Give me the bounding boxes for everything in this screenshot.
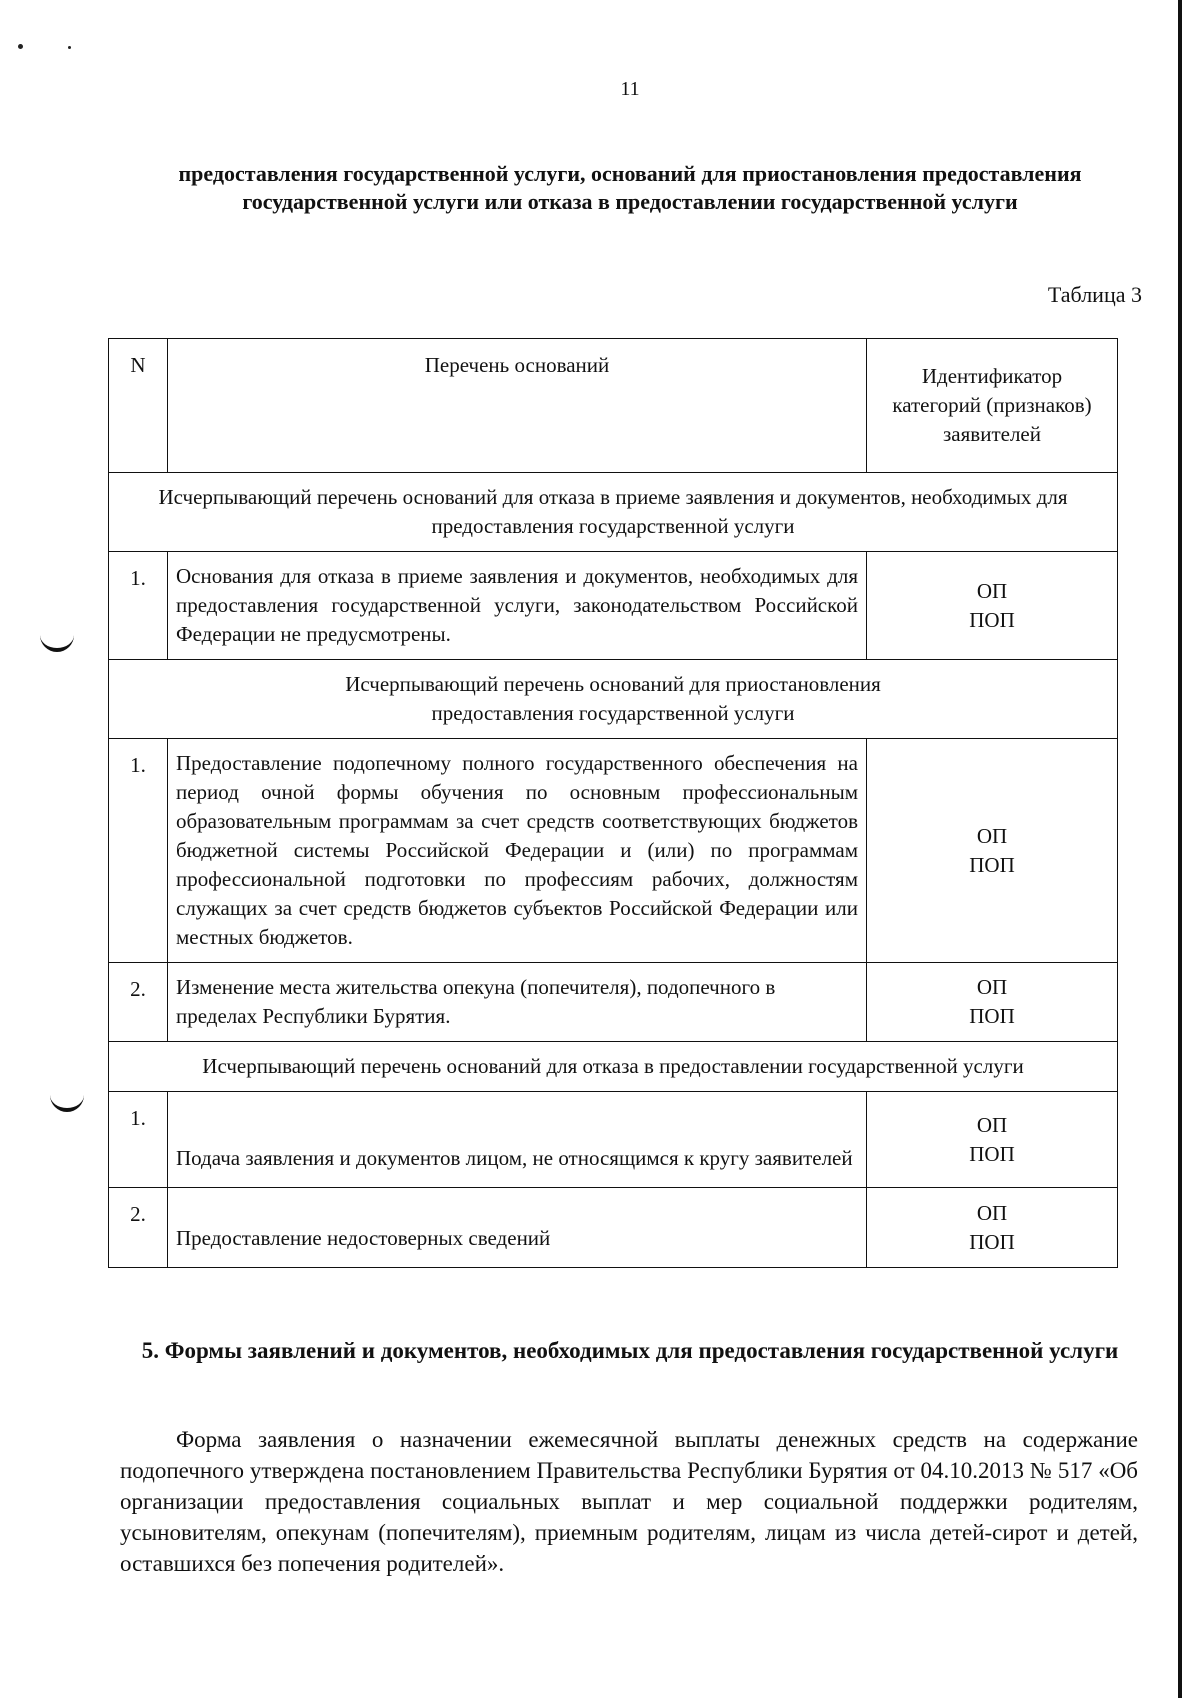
row-text: Основания для отказа в приеме заявления и документов, необходимых для предоставления государственной услуги, законодательством Российской Федерации не предусмотрены. — [168, 552, 867, 660]
table-row — [109, 963, 1118, 1042]
section-title: Исчерпывающий перечень оснований для отказа в приеме заявления и документов, необходимых для предоставления государственной услуги — [109, 473, 1118, 552]
section-title: Исчерпывающий перечень оснований для приостановления предоставления государственной услуги — [109, 660, 1118, 739]
binding-mark — [50, 1094, 84, 1112]
section-5-paragraph: Форма заявления о назначении ежемесячной выплаты денежных средств на содержание подопечного утверждена постановлением Правительства Республики Бурятия от 04.10.2013 № 517 «Об организации предоставления социальных выплат и мер социальной поддержки родителям, усыновителям, опекунам (попечителям), приемным родителям, лицам из числа детей-сирот и детей, оставшихся без попечения родителей». — [120, 1427, 1138, 1576]
row-identifier — [867, 1092, 1118, 1188]
table-row — [109, 739, 1118, 963]
section-row — [109, 1042, 1118, 1092]
row-text: Предоставление подопечному полного государственного обеспечения на период очной формы обучения по основным профессиональным образовательным программам за счет средств соответствующих бюджетов бюджетной системы Российской Федерации и (или) по программам профессиональной подготовки по профессиям рабочих, должностям служащих за счет средств бюджетов субъектов Российской Федерации или местных бюджетов. — [168, 739, 867, 963]
table-label: Таблица 3 — [1047, 282, 1142, 307]
identifier-op: ОП — [976, 1200, 1008, 1225]
row-identifier — [867, 739, 1118, 963]
header-n: N — [109, 339, 168, 473]
identifier-op: ОП — [976, 823, 1008, 848]
identifier-pop: ПОП — [969, 1004, 1015, 1028]
section-row — [109, 473, 1118, 552]
row-identifier — [867, 1188, 1118, 1268]
table-header-row — [109, 339, 1118, 473]
row-number: 2. — [109, 1188, 168, 1268]
scan-dot — [18, 44, 23, 49]
identifier-pop: ПОП — [969, 852, 1015, 877]
identifier-pop: ПОП — [969, 1229, 1015, 1254]
binding-mark — [40, 634, 74, 652]
table-heading: предоставления государственной услуги, оснований для приостановления предоставления государственной услуги или отказа в предоставлении государственной услуги — [178, 161, 1082, 214]
table-row — [109, 1092, 1118, 1188]
row-number: 1. — [109, 1092, 168, 1188]
row-text: Изменение места жительства опекуна (попечителя), подопечного в пределах Республики Бурятия. — [168, 963, 867, 1042]
page-edge-line — [1178, 0, 1182, 1698]
identifier-pop: ПОП — [969, 607, 1015, 632]
identifier-op: ОП — [976, 1112, 1008, 1137]
identifier-pop: ПОП — [969, 1141, 1015, 1166]
row-identifier — [867, 963, 1118, 1042]
scan-dot — [68, 46, 71, 49]
row-number: 1. — [109, 552, 168, 660]
row-text: Предоставление недостоверных сведений — [168, 1188, 867, 1268]
row-number: 2. — [109, 963, 168, 1042]
row-text: Подача заявления и документов лицом, не относящимся к кругу заявителей — [168, 1092, 867, 1188]
reasons-table — [108, 338, 1118, 1268]
section-row — [109, 660, 1118, 739]
identifier-op: ОП — [976, 975, 1008, 999]
page-number: 11 — [620, 78, 640, 100]
row-number: 1. — [109, 739, 168, 963]
header-reasons: Перечень оснований — [168, 339, 867, 473]
section-title: Исчерпывающий перечень оснований для отказа в предоставлении государственной услуги — [109, 1042, 1118, 1092]
header-identifier: Идентификатор категорий (признаков) заявителей — [867, 339, 1118, 473]
section-5-title: 5. Формы заявлений и документов, необходимых для предоставления государственной услуги — [141, 1338, 1119, 1363]
row-identifier — [867, 552, 1118, 660]
table-row — [109, 1188, 1118, 1268]
identifier-op: ОП — [976, 578, 1008, 603]
table-row — [109, 552, 1118, 660]
